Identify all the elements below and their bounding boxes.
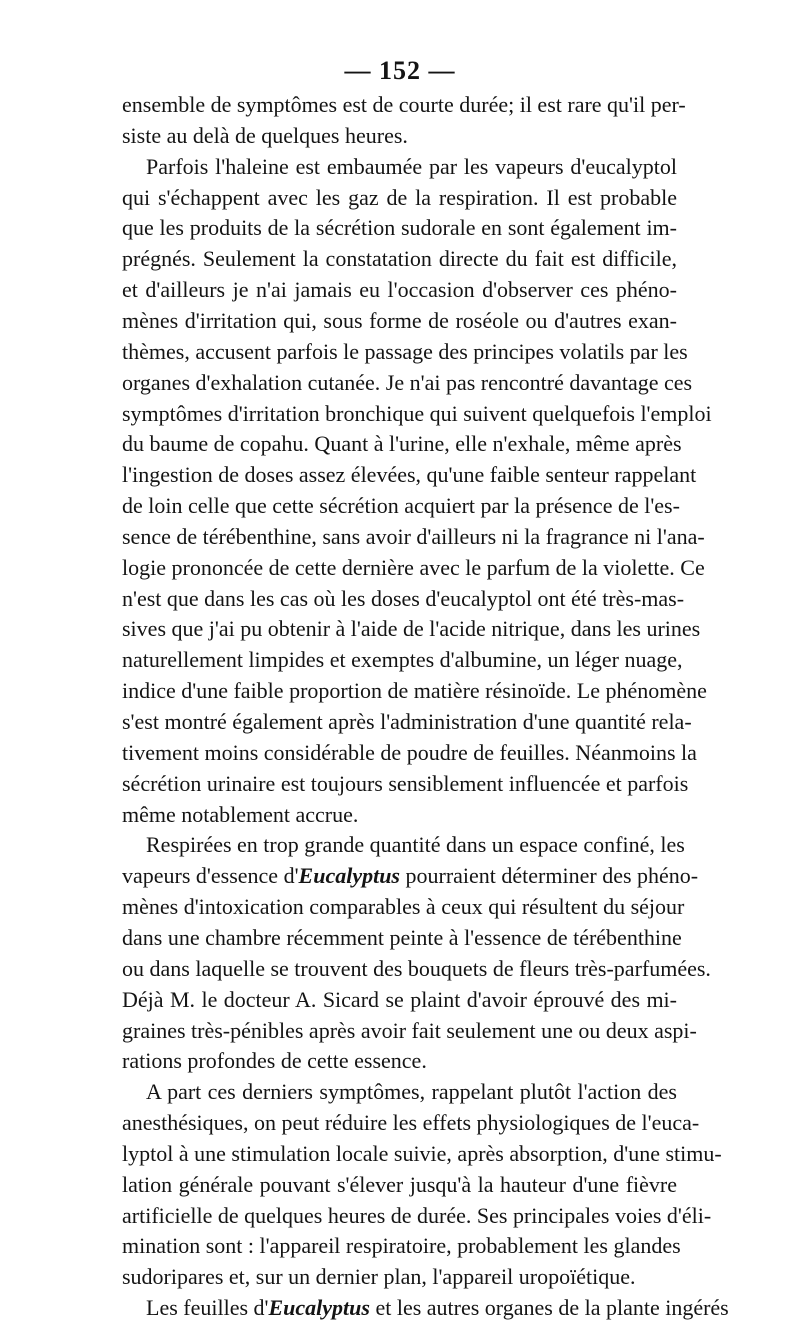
text-line — [122, 1201, 712, 1231]
text-line — [122, 553, 705, 583]
text-line — [122, 522, 705, 552]
text-line — [122, 275, 677, 305]
text-line — [122, 1108, 700, 1138]
text-segment: que les produits de la sécrétion sudorale en sont également im- — [122, 215, 677, 241]
text-line — [122, 645, 683, 675]
text-line — [122, 183, 677, 213]
text-segment: vapeurs d'essence d' — [122, 863, 299, 889]
text-segment: logie prononcée de cette dernière avec le parfum de la violette. Ce — [122, 554, 705, 580]
text-line — [122, 121, 677, 151]
text-line — [122, 707, 692, 737]
text-line — [122, 892, 685, 922]
text-line — [122, 614, 701, 644]
text-line — [122, 800, 677, 830]
text-line — [122, 213, 677, 243]
text-segment: du baume de copahu. Quant à l'urine, elle n'exhale, même après — [122, 431, 682, 457]
text-segment: ou dans laquelle se trouvent des bouquets de fleurs très-parfumées. — [122, 955, 711, 981]
text-line — [122, 769, 689, 799]
text-segment: sence de térébenthine, sans avoir d'ailleurs ni la fragrance ni l'ana- — [122, 523, 705, 549]
text-segment: tivement moins considérable de poudre de feuilles. Néanmoins la — [122, 739, 697, 765]
text-line — [122, 306, 677, 336]
text-line — [146, 1077, 677, 1107]
text-segment: artificielle de quelques heures de durée. Ses principales voies d'éli- — [122, 1202, 712, 1228]
text-segment: indice d'une faible proportion de matière résinoïde. Le phénomène — [122, 678, 707, 704]
text-segment: lation générale pouvant s'élever jusqu'à la hauteur d'une fièvre — [122, 1171, 677, 1197]
text-line — [122, 244, 677, 274]
text-line — [146, 152, 677, 182]
text-segment: sécrétion urinaire est toujours sensiblement influencée et parfois — [122, 770, 689, 796]
text-line — [122, 1046, 677, 1076]
text-segment: n'est que dans les cas où les doses d'eucalyptol ont été très-mas- — [122, 585, 685, 611]
text-line — [122, 1139, 722, 1169]
text-segment: sudoripares et, sur un dernier plan, l'appareil uropoïétique. — [122, 1264, 636, 1290]
text-segment: mènes d'intoxication comparables à ceux qui résultent du séjour — [122, 894, 685, 920]
text-segment: symptômes d'irritation bronchique qui suivent quelquefois l'emploi — [122, 400, 712, 426]
text-segment: mination sont : l'appareil respiratoire, probablement les glandes — [122, 1233, 681, 1259]
text-line — [122, 923, 682, 953]
text-line — [146, 1293, 729, 1323]
text-line — [122, 738, 697, 768]
text-segment: Déjà M. le docteur A. Sicard se plaint d'avoir éprouvé des mi- — [122, 986, 677, 1012]
text-line — [122, 861, 699, 891]
text-segment: A part ces derniers symptômes, rappelant plutôt l'action des — [146, 1079, 677, 1105]
text-line — [122, 676, 707, 706]
text-line — [122, 1016, 697, 1046]
text-line — [122, 584, 685, 614]
text-line — [122, 491, 680, 521]
text-line — [122, 954, 711, 984]
page-number: — 152 — — [344, 56, 456, 85]
text-line — [122, 1262, 677, 1292]
text-segment: organes d'exhalation cutanée. Je n'ai pas rencontré davantage ces — [122, 369, 693, 395]
text-segment: siste au delà de quelques heures. — [122, 122, 408, 148]
text-segment: prégnés. Seulement la constatation directe du fait est difficile, — [122, 246, 677, 272]
text-line — [146, 830, 685, 860]
text-segment: sives que j'ai pu obtenir à l'aide de l'acide nitrique, dans les urines — [122, 616, 701, 642]
text-segment: qui s'échappent avec les gaz de la respiration. Il est probable — [122, 184, 677, 210]
text-segment: dans une chambre récemment peinte à l'essence de térébenthine — [122, 924, 682, 950]
text-line — [122, 460, 697, 490]
text-segment: l'ingestion de doses assez élevées, qu'une faible senteur rappelant — [122, 462, 697, 488]
text-line — [122, 985, 677, 1015]
text-line — [122, 399, 712, 429]
text-line — [122, 368, 693, 398]
text-segment: graines très-pénibles après avoir fait seulement une ou deux aspi- — [122, 1017, 697, 1043]
text-segment: pourraient déterminer des phéno- — [400, 863, 699, 889]
text-segment: naturellement limpides et exemptes d'albumine, un léger nuage, — [122, 647, 683, 673]
text-line — [122, 1170, 677, 1200]
text-segment: même notablement accrue. — [122, 801, 359, 827]
text-segment: ensemble de symptômes est de courte durée; il est rare qu'il per- — [122, 92, 686, 117]
text-segment: et d'ailleurs je n'ai jamais eu l'occasion d'observer ces phéno- — [122, 277, 677, 303]
text-segment: Parfois l'haleine est embaumée par les vapeurs d'eucalyptol — [146, 153, 677, 179]
text-segment: mènes d'irritation qui, sous forme de roséole ou d'autres exan- — [122, 307, 677, 333]
text-segment: lyptol à une stimulation locale suivie, après absorption, d'une stimu- — [122, 1140, 722, 1166]
text-segment: s'est montré également après l'administration d'une quantité rela- — [122, 709, 692, 734]
italic-term: Eucalyptus — [298, 863, 400, 889]
text-segment: Les feuilles d' — [146, 1295, 269, 1321]
text-segment: rations profondes de cette essence. — [122, 1048, 427, 1074]
italic-term: Eucalyptus — [268, 1295, 370, 1321]
text-segment: Respirées en trop grande quantité dans un espace confiné, les — [146, 832, 685, 858]
text-line — [122, 429, 682, 459]
text-line — [122, 1231, 681, 1261]
text-segment: de loin celle que cette sécrétion acquiert par la présence de l'es- — [122, 493, 680, 519]
text-segment: anesthésiques, on peut réduire les effets physiologiques de l'euca- — [122, 1110, 700, 1136]
text-line — [122, 90, 686, 120]
text-line — [122, 337, 688, 367]
text-segment: thèmes, accusent parfois le passage des principes volatils par les — [122, 338, 688, 364]
text-segment: et les autres organes de la plante ingérés — [369, 1295, 729, 1321]
